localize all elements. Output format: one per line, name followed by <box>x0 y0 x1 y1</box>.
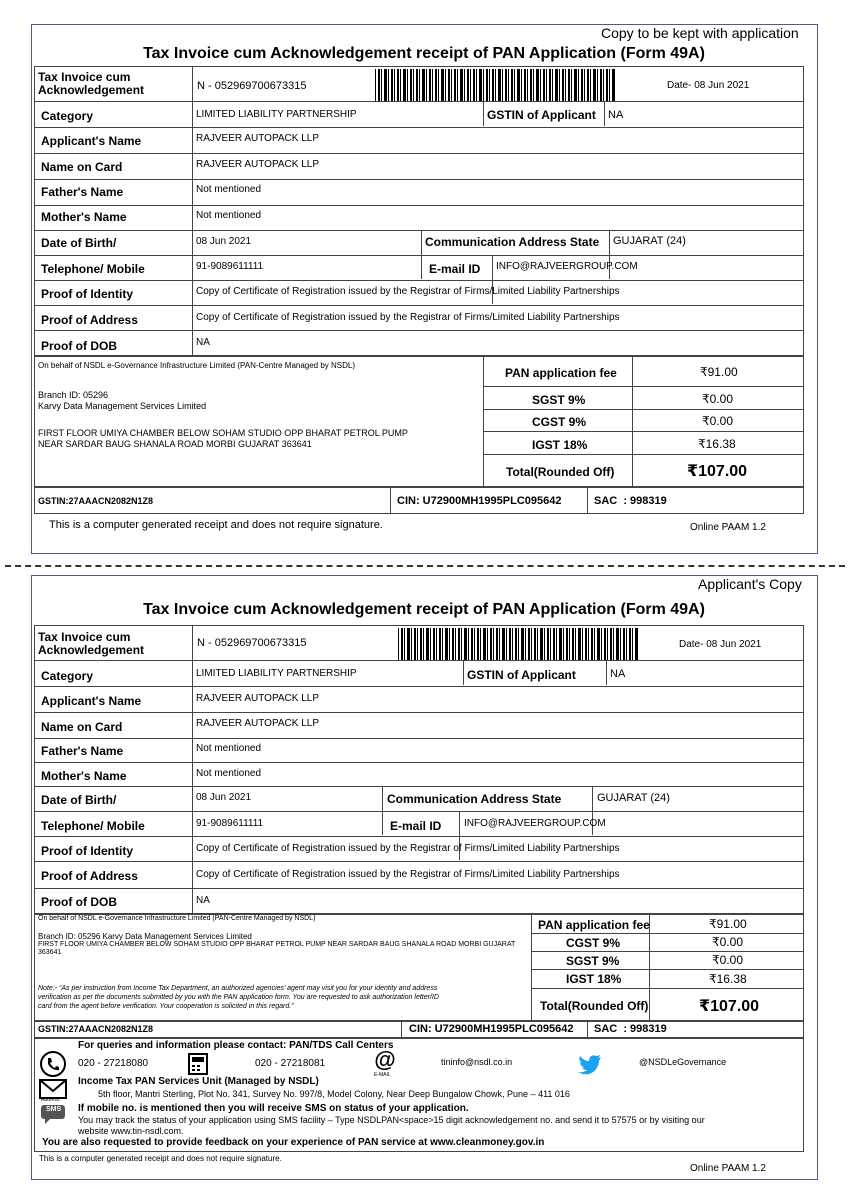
unit-address: 5th floor, Mantri Sterling, Plot No. 341, Survey No. 997/8, Model Colony, Near Deep Bungalow Chowk, Pune – 411 016 <box>98 1089 570 1099</box>
bottom-note-line3: card from the agent before verification. Your cooperation is solicited in this regard.” <box>38 1003 294 1010</box>
bottom-igst: ₹16.38 <box>709 972 747 986</box>
top-sac: SAC : 998319 <box>594 495 667 507</box>
bottom-form-table <box>34 625 804 914</box>
bottom-payment-section <box>34 914 804 1021</box>
top-poi: Copy of Certificate of Registration issued by the Registrar of Firms/Limited Liability Partnerships <box>196 286 620 297</box>
top-title: Tax Invoice cum Acknowledgement receipt of PAN Application (Form 49A) <box>143 45 705 62</box>
bottom-podob-label: Proof of DOB <box>41 895 117 909</box>
contact-section <box>34 1038 804 1152</box>
fax-icon <box>186 1051 210 1077</box>
top-email: INFO@RAJVEERGROUP.COM <box>496 261 638 272</box>
bottom-gstin-applicant: NA <box>610 668 626 680</box>
bottom-podob: NA <box>196 895 210 906</box>
bottom-poi: Copy of Certificate of Registration issued by the Registrar of Firms/Limited Liability Partnerships <box>196 843 620 854</box>
envelope-icon <box>39 1079 67 1099</box>
cut-line <box>5 565 845 567</box>
bottom-email: INFO@RAJVEERGROUP.COM <box>464 818 606 829</box>
top-mother-label: Mother's Name <box>41 210 127 224</box>
bottom-name-on-card: RAJVEER AUTOPACK LLP <box>196 718 320 729</box>
top-dob-label: Date of Birth/ <box>41 236 117 250</box>
bottom-comm-state: GUJARAT (24) <box>597 792 670 804</box>
top-poa-label: Proof of Address <box>41 313 138 327</box>
bottom-cgst-label: CGST 9% <box>566 936 621 950</box>
bottom-gstin: GSTIN:27AAACN2082N1Z8 <box>38 1024 154 1034</box>
queries-text: For queries and information please contact: PAN/TDS Call Centers <box>78 1040 394 1051</box>
sms-title: If mobile no. is mentioned then you will receive SMS on status of your application. <box>78 1103 469 1114</box>
phone-2: 020 - 27218081 <box>255 1058 326 1069</box>
bottom-tel-label: Telephone/ Mobile <box>41 819 145 833</box>
bottom-date: Date- 08 Jun 2021 <box>679 639 762 650</box>
top-sgst-label: SGST 9% <box>532 393 586 407</box>
contact-email: tininfo@nsdl.co.in <box>441 1057 513 1067</box>
bottom-address-line1: FIRST FLOOR UMIYA CHAMBER BELOW SOHAM STUDIO OPP BHARAT PETROL PUMP NEAR SARDAR BAUG SHANALA ROAD MORBI GUJARAT <box>38 941 516 948</box>
bottom-applicant-name-label: Applicant's Name <box>41 694 142 708</box>
top-name-on-card-label: Name on Card <box>41 160 123 174</box>
bottom-sgst: ₹0.00 <box>712 953 743 967</box>
phone-1: 020 - 27218080 <box>78 1058 149 1069</box>
top-mother: Not mentioned <box>196 210 262 221</box>
top-cin: CIN: U72900MH1995PLC095642 <box>397 495 562 507</box>
top-cgst-label: CGST 9% <box>532 415 587 429</box>
top-total-label: Total(Rounded Off) <box>506 465 615 479</box>
top-comm-state: GUJARAT (24) <box>613 235 686 247</box>
bottom-branch: Branch ID: 05296 Karvy Data Management Services Limited <box>38 932 252 941</box>
top-branch-id: Branch ID: 05296 <box>38 390 109 400</box>
bottom-poa: Copy of Certificate of Registration issued by the Registrar of Firms/Limited Liability Partnerships <box>196 869 620 880</box>
top-tax-ids <box>34 487 804 514</box>
bottom-applicant-name: RAJVEER AUTOPACK LLP <box>196 693 320 704</box>
bottom-version: Online PAAM 1.2 <box>690 1163 766 1174</box>
bottom-category: LIMITED LIABILITY PARTNERSHIP <box>196 668 357 679</box>
top-sgst: ₹0.00 <box>702 392 733 406</box>
bottom-poi-label: Proof of Identity <box>41 844 133 858</box>
phone-icon <box>39 1051 67 1077</box>
bottom-sgst-label: SGST 9% <box>566 954 620 968</box>
top-payment-section <box>34 356 804 487</box>
top-ack-label: Tax Invoice cum Acknowledgement <box>38 70 145 97</box>
top-fee-label: PAN application fee <box>505 366 617 380</box>
bottom-poa-label: Proof of Address <box>41 869 138 883</box>
twitter-handle: @NSDLeGovernance <box>639 1057 727 1067</box>
sms-line1: You may track the status of your application using SMS facility – Type NSDLPAN<space>15 digit acknowledgement no. and send it to 57575 or by visiting our <box>78 1115 705 1125</box>
top-igst: ₹16.38 <box>698 437 736 451</box>
top-tel: 91-9089611111 <box>196 261 264 272</box>
bottom-fee: ₹91.00 <box>709 917 747 931</box>
email-icon-label: E-MAIL <box>374 1072 391 1078</box>
top-total: ₹107.00 <box>687 463 748 480</box>
bottom-comm-state-label: Communication Address State <box>387 792 562 806</box>
top-address-line2: NEAR SARDAR BAUG SHANALA ROAD MORBI GUJARAT 363641 <box>38 439 312 449</box>
top-ack-number: N - 052969700673315 <box>197 80 307 92</box>
address-icon-label: Address <box>41 1097 60 1103</box>
top-applicant-name-label: Applicant's Name <box>41 134 142 148</box>
sms-line2: website www.tin-nsdl.com. <box>78 1126 184 1136</box>
bottom-igst-label: IGST 18% <box>566 972 622 986</box>
bottom-cin: CIN: U72900MH1995PLC095642 <box>409 1023 574 1035</box>
top-copy-header: Copy to be kept with application <box>601 25 799 41</box>
top-igst-label: IGST 18% <box>532 438 588 452</box>
bottom-footer-note: This is a computer generated receipt and does not require signature. <box>39 1154 282 1163</box>
top-applicant-name: RAJVEER AUTOPACK LLP <box>196 133 320 144</box>
top-email-label: E-mail ID <box>429 262 481 276</box>
bottom-category-label: Category <box>41 669 94 683</box>
bottom-total: ₹107.00 <box>699 998 760 1015</box>
bottom-dob-label: Date of Birth/ <box>41 793 117 807</box>
bottom-dob: 08 Jun 2021 <box>196 792 252 803</box>
bottom-total-label: Total(Rounded Off) <box>540 999 649 1013</box>
bottom-cgst: ₹0.00 <box>712 935 743 949</box>
top-tel-label: Telephone/ Mobile <box>41 262 145 276</box>
bottom-tax-ids <box>34 1021 804 1038</box>
top-cgst: ₹0.00 <box>702 414 733 428</box>
bottom-fee-label: PAN application fee <box>538 918 650 932</box>
sms-icon-label: SMS <box>46 1106 62 1113</box>
top-gstin: GSTIN:27AAACN2082N1Z8 <box>38 496 154 506</box>
bottom-mother-label: Mother's Name <box>41 769 127 783</box>
unit-title: Income Tax PAN Services Unit (Managed by NSDL) <box>78 1076 319 1087</box>
top-footer-note: This is a computer generated receipt and does not require signature. <box>49 519 383 531</box>
top-podob-label: Proof of DOB <box>41 339 117 353</box>
top-poa: Copy of Certificate of Registration issued by the Registrar of Firms/Limited Liability Partnerships <box>196 312 620 323</box>
bottom-address-line2: 363641 <box>38 949 62 956</box>
top-fee: ₹91.00 <box>700 365 738 379</box>
top-category: LIMITED LIABILITY PARTNERSHIP <box>196 109 357 120</box>
bottom-father-label: Father's Name <box>41 744 124 758</box>
top-date: Date- 08 Jun 2021 <box>667 80 750 91</box>
bottom-email-label: E-mail ID <box>390 819 442 833</box>
bottom-sac: SAC : 998319 <box>594 1023 667 1035</box>
bottom-gstin-applicant-label: GSTIN of Applicant <box>467 668 576 682</box>
bottom-behalf: On behalf of NSDL e-Governance Infrastructure Limited (PAN-Centre Managed by NSDL) <box>38 915 316 922</box>
feedback-text: You are also requested to provide feedback on your experience of PAN service at www.cleanmoney.gov.in <box>42 1137 545 1148</box>
top-barcode <box>375 69 615 101</box>
bottom-father: Not mentioned <box>196 743 262 754</box>
bottom-mother: Not mentioned <box>196 768 262 779</box>
top-behalf: On behalf of NSDL e-Governance Infrastructure Limited (PAN-Centre Managed by NSDL) <box>38 361 356 370</box>
bottom-copy-header: Applicant's Copy <box>698 576 802 592</box>
top-category-label: Category <box>41 109 94 123</box>
top-comm-state-label: Communication Address State <box>425 235 600 249</box>
top-father: Not mentioned <box>196 184 262 195</box>
top-poi-label: Proof of Identity <box>41 287 133 301</box>
bottom-note-line1: Note:- “As per instruction from Income Tax Department, an authorized agencies’ agent may visit you for your identity and address <box>38 985 438 992</box>
bottom-ack-label: Tax Invoice cum Acknowledgement <box>38 630 145 657</box>
top-father-label: Father's Name <box>41 185 124 199</box>
top-gstin-applicant-label: GSTIN of Applicant <box>487 108 596 122</box>
top-branch-name: Karvy Data Management Services Limited <box>38 401 207 411</box>
bottom-name-on-card-label: Name on Card <box>41 720 123 734</box>
top-name-on-card: RAJVEER AUTOPACK LLP <box>196 159 320 170</box>
bottom-ack-number: N - 052969700673315 <box>197 637 307 649</box>
top-dob: 08 Jun 2021 <box>196 236 252 247</box>
top-podob: NA <box>196 337 210 348</box>
twitter-bird-icon <box>578 1054 602 1076</box>
bottom-note-line2: verification as per the documents submitted by you with the PAN application form. You are requested to ask authorization letter/ID <box>38 994 439 1001</box>
top-version: Online PAAM 1.2 <box>690 522 766 533</box>
top-gstin-applicant: NA <box>608 109 624 121</box>
bottom-title: Tax Invoice cum Acknowledgement receipt of PAN Application (Form 49A) <box>143 601 705 618</box>
bottom-barcode <box>398 628 638 660</box>
top-form-table <box>34 66 804 356</box>
top-address-line1: FIRST FLOOR UMIYA CHAMBER BELOW SOHAM STUDIO OPP BHARAT PETROL PUMP <box>38 428 408 438</box>
email-at-icon: @ <box>374 1047 396 1072</box>
bottom-tel: 91-9089611111 <box>196 818 264 829</box>
